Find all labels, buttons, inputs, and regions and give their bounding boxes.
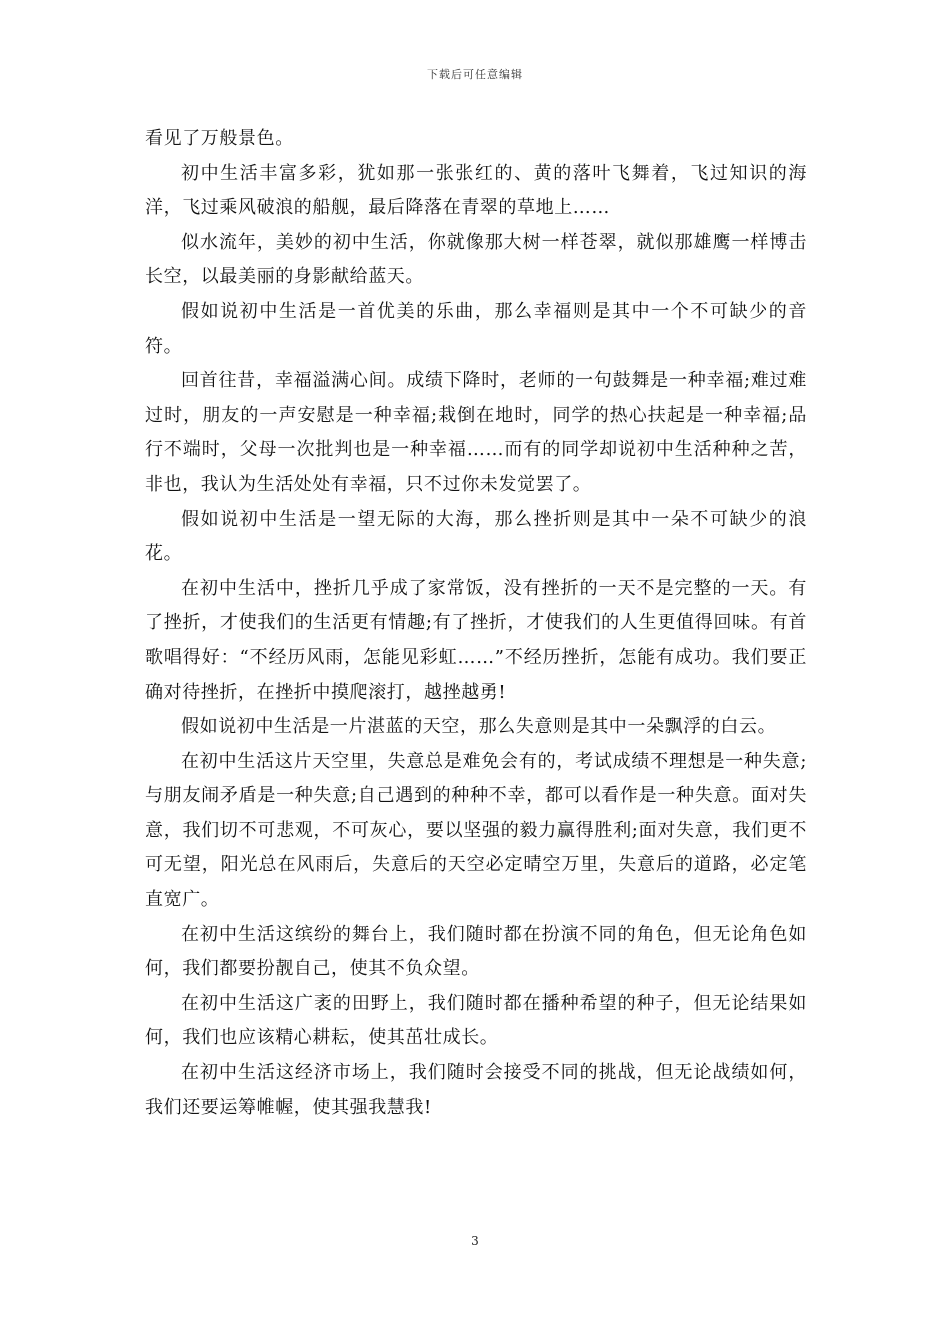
paragraph: 假如说初中生活是一望无际的大海，那么挫折则是其中一朵不可缺少的浪花。	[145, 508, 807, 565]
paragraph: 似水流年，美妙的初中生活，你就像那大树一样苍翠，就似那雄鹰一样博击长空，以最美丽的身影献给蓝天。	[145, 231, 807, 288]
paragraph: 在初中生活这广袤的田野上，我们随时都在播种希望的种子，但无论结果如何，我们也应该精心耕耘，使其茁壮成长。	[145, 992, 807, 1049]
paragraph: 在初中生活中，挫折几乎成了家常饭，没有挫折的一天不是完整的一天。有了挫折，才使我们的生活更有情趣;有了挫折，才使我们的人生更值得回味。有首歌唱得好：“不经历风雨，怎能见彩虹……”不经历挫折，怎能有成功。我们要正确对待挫折，在挫折中摸爬滚打，越挫越勇!	[145, 577, 807, 703]
paragraph: 假如说初中生活是一首优美的乐曲，那么幸福则是其中一个不可缺少的音符。	[145, 300, 807, 357]
paragraph: 在初中生活这经济市场上，我们随时会接受不同的挑战，但无论战绩如何，我们还要运筹帷幄，使其强我慧我!	[145, 1062, 807, 1118]
page-header: 下载后可任意编辑	[427, 68, 523, 81]
paragraph: 回首往昔，幸福溢满心间。成绩下降时，老师的一句鼓舞是一种幸福;难过难过时，朋友的一声安慰是一种幸福;栽倒在地时，同学的热心扶起是一种幸福;品行不端时，父母一次批判也是一种幸福……而有的同学却说初中生活种种之苦，非也，我认为生活处处有幸福，只不过你未发觉罢了。	[145, 370, 807, 495]
paragraph: 在初中生活这缤纷的舞台上，我们随时都在扮演不同的角色，但无论角色如何，我们都要扮靓自己，使其不负众望。	[145, 923, 807, 980]
paragraph: 看见了万般景色。	[145, 128, 294, 149]
paragraph: 初中生活丰富多彩，犹如那一张张红的、黄的落叶飞舞着，飞过知识的海洋，飞过乘风破浪的船舰，最后降落在青翠的草地上……	[145, 162, 807, 219]
paragraph: 假如说初中生活是一片湛蓝的天空，那么失意则是其中一朵飘浮的白云。	[181, 716, 777, 738]
document-body	[145, 122, 807, 1125]
paragraph: 在初中生活这片天空里，失意总是难免会有的，考试成绩不理想是一种失意;与朋友闹矛盾是一种失意;自己遇到的种种不幸，都可以看作是一种失意。面对失意，我们切不可悲观，不可灰心，要以坚强的毅力赢得胜利;面对失意，我们更不可无望，阳光总在风雨后，失意后的天空必定晴空万里，失意后的道路，必定笔直宽广。	[145, 750, 807, 911]
page-number: 3	[471, 1234, 479, 1248]
